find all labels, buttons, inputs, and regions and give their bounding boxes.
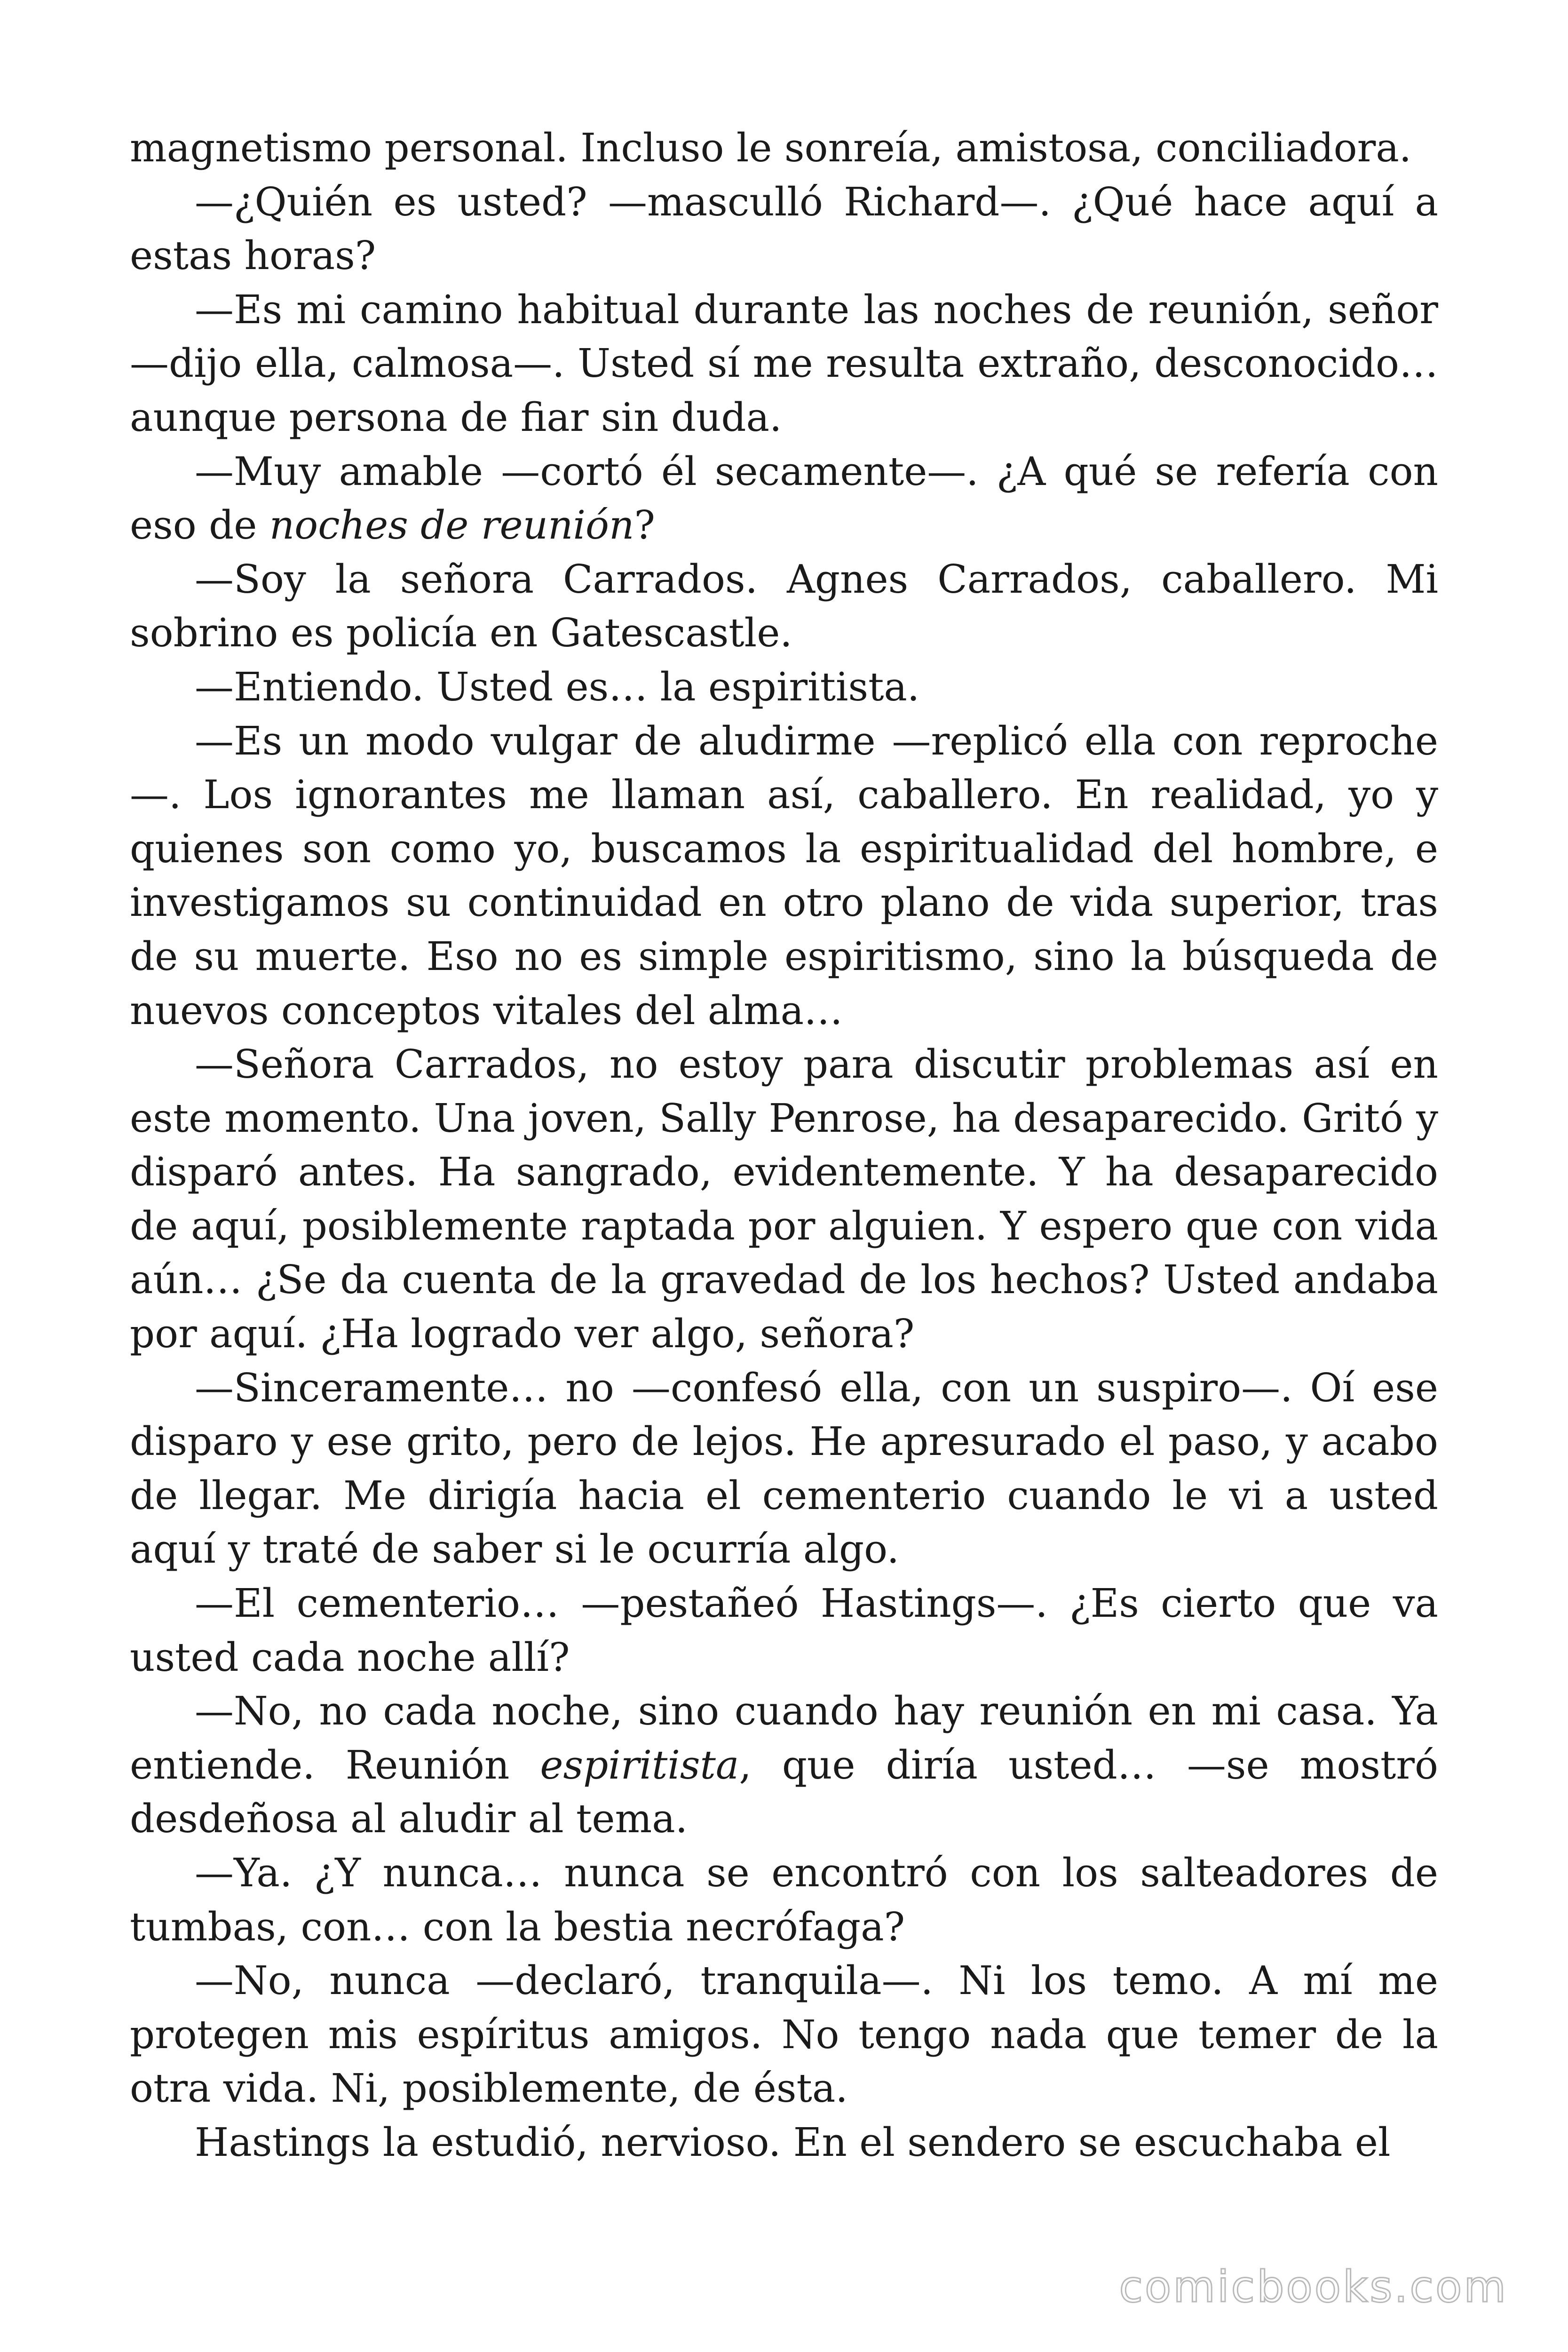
paragraph-text: —¿Quién es usted? —masculló Richard—. ¿Qué hace aquí a estas horas? [130,179,1438,279]
paragraph [130,445,1438,553]
paragraph-text: , que diría usted… —se mostró desdeñosa al aludir al tema. [130,1742,1438,1842]
paragraph-text: —Es mi camino habitual durante las noches de reunión, señor —dijo ella, calmosa—. Usted sí me resulta extraño, desconocido… aunque persona de fiar sin duda. [130,286,1438,440]
paragraph-text: ? [634,502,655,548]
paragraph [130,1954,1438,2116]
paragraph-text: —Soy la señora Carrados. Agnes Carrados, caballero. Mi sobrino es policía en Gatescastle. [130,556,1438,656]
paragraph-text: —Señora Carrados, no estoy para discutir problemas así en este momento. Una joven, Sally Penrose, ha desaparecido. Gritó y disparó antes. Ha sangrado, evidentemente. Y ha desaparecido de aquí, posiblemente raptada por alguien. Y espero que con vida aún… ¿Se da cuenta de la gravedad de los hechos? Usted andaba por aquí. ¿Ha logrado ver algo, señora? [130,1041,1438,1357]
paragraph [130,1846,1438,1954]
paragraph [130,660,1438,715]
paragraph-text: —No, no cada noche, sino cuando hay reunión en mi casa. Ya entiende. Reunión [130,1688,1438,1788]
watermark: comicbooks.com [1119,2262,1508,2312]
paragraph-text: —El cementerio… —pestañeó Hastings—. ¿Es cierto que va usted cada noche allí? [130,1581,1438,1680]
paragraph [130,121,1438,175]
paragraph [130,1361,1438,1577]
paragraph-text: —Entiendo. Usted es… la espiritista. [195,664,920,710]
body-text [130,121,1438,2170]
paragraph-text: —Ya. ¿Y nunca… nunca se encontró con los salteadores de tumbas, con… con la bestia necrófaga? [130,1850,1438,1950]
paragraph-text: Hastings la estudió, nervioso. En el sendero se escuchaba el [195,2119,1391,2165]
paragraph-text: —Sinceramente… no —confesó ella, con un suspiro—. Oí ese disparo y ese grito, pero de lejos. He apresurado el paso, y acabo de llegar. Me dirigía hacia el cementerio cuando le vi a usted aquí y traté de saber si le ocurría algo. [130,1365,1438,1573]
paragraph [130,283,1438,445]
paragraph-text: —Muy amable —cortó él secamente—. ¿A qué se refería con eso de [130,448,1438,548]
paragraph [130,2116,1438,2170]
paragraph-text: —Es un modo vulgar de aludirme —replicó ella con reproche—. Los ignorantes me llaman así, caballero. En realidad, yo y quienes son como yo, buscamos la espiritualidad del hombre, e investigamos su continuidad en otro plano de vida superior, tras de su muerte. Eso no es simple espiritismo, sino la búsqueda de nuevos conceptos vitales del alma… [130,718,1438,1033]
italic-phrase: espiritista [540,1742,739,1788]
italic-phrase: noches de reunión [269,502,634,548]
paragraph [130,1577,1438,1685]
paragraph [130,553,1438,660]
paragraph [130,1685,1438,1846]
paragraph [130,715,1438,1038]
paragraph-text: magnetismo personal. Incluso le sonreía, amistosa, conciliadora. [130,125,1412,171]
paragraph [130,175,1438,283]
paragraph-text: —No, nunca —declaró, tranquila—. Ni los temo. A mí me protegen mis espíritus amigos. No tengo nada que temer de la otra vida. Ni, posiblemente, de ésta. [130,1958,1438,2112]
paragraph [130,1038,1438,1361]
